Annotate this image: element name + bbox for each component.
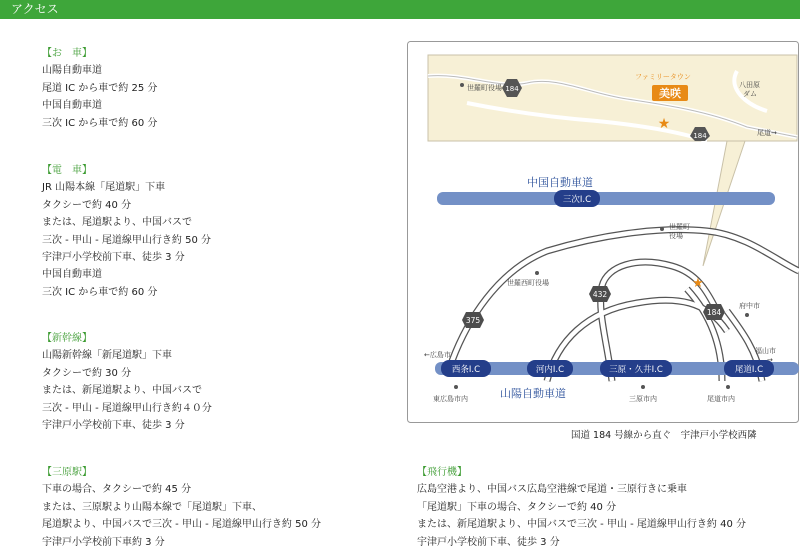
higashihiroshima-marker	[454, 385, 458, 389]
section-title: 【新幹線】	[42, 333, 92, 344]
sera-office-label-2: 役場	[669, 232, 683, 240]
access-line: JR 山陽本線「尾道駅」下車	[42, 182, 166, 194]
mihara-city-label: 三原市内	[629, 395, 657, 403]
access-shinkansen	[42, 330, 212, 434]
access-line: 三次 IC から車で約 60 分	[42, 117, 158, 129]
location-star-icon: ★	[692, 276, 704, 291]
access-line: タクシーで約 40 分	[42, 199, 132, 211]
map-inset	[428, 55, 797, 141]
access-line: 宇津戸小学校前下車約 3 分	[42, 536, 165, 548]
sera-office-marker	[660, 227, 664, 231]
onomichi-city-marker	[726, 385, 730, 389]
access-line: 下車の場合、タクシーで約 45 分	[42, 484, 192, 496]
svg-text:西条I.C: 西条I.C	[451, 365, 481, 375]
svg-text:三原・久井I.C: 三原・久井I.C	[609, 365, 663, 375]
destination-big: 美咲	[659, 87, 681, 100]
route-184-shield	[703, 304, 725, 320]
ic-saijo	[441, 360, 491, 377]
chugoku-expressway	[437, 192, 775, 205]
access-car	[42, 45, 157, 132]
access-line: タクシーで約 30 分	[42, 367, 132, 379]
map-caption: 国道 184 号線から直ぐ 宇津戸小学校西隣	[571, 430, 757, 441]
access-line: 中国自動車道	[42, 100, 102, 112]
section-header	[0, 0, 800, 19]
seranishi-office-label: 世羅西町役場	[507, 279, 549, 287]
fuchu-label: 府中市	[739, 302, 760, 310]
access-plane	[417, 464, 746, 551]
section-title: 【お 車】	[42, 48, 92, 59]
access-line: 広島空港より、中国バス広島空港線で尾道・三原行きに乗車	[417, 484, 687, 496]
inset-road-label: 世羅町役場	[467, 84, 502, 92]
route-number: 184	[505, 85, 519, 93]
sera-office-label-1: 世羅町	[669, 223, 690, 231]
access-line: 中国自動車道	[42, 269, 102, 281]
route-number: 184	[693, 132, 707, 140]
svg-text:三次I.C: 三次I.C	[562, 195, 592, 205]
access-line: 宇津戸小学校前下車、徒歩 3 分	[417, 536, 560, 548]
chugoku-label: 中国自動車道	[527, 176, 593, 189]
access-line: 「尾道駅」下車の場合、タクシーで約 40 分	[417, 501, 617, 513]
access-line: 山陽自動車道	[42, 65, 102, 77]
section-title: 【三原駅】	[42, 467, 92, 478]
ic-miyoshi	[554, 190, 600, 207]
ic-mihara-kui	[600, 360, 672, 377]
fukuyama-label-2: →	[767, 356, 773, 364]
access-line: 尾道駅より、中国バスで三次 - 甲山 - 尾道線甲山行き約 50 分	[42, 519, 322, 531]
svg-text:河内I.C: 河内I.C	[535, 365, 565, 375]
access-line: または、尾道駅より、中国バスで	[42, 217, 192, 229]
header-title: アクセス	[11, 2, 59, 16]
ic-kochi	[527, 360, 573, 377]
section-title: 【電 車】	[42, 165, 92, 176]
access-line: または、三原駅より山陽本線で「尾道駅」下車、	[42, 501, 262, 513]
destination-star-icon: ★	[657, 116, 671, 132]
svg-text:432: 432	[592, 290, 608, 299]
route-432-shield	[589, 286, 611, 302]
access-line: 宇津戸小学校前下車、徒歩 3 分	[42, 420, 185, 432]
access-line: 山陽新幹線「新尾道駅」下車	[42, 350, 172, 362]
fukuyama-label-1: 福山市	[755, 347, 776, 355]
access-line: 三次 IC から車で約 60 分	[42, 286, 158, 298]
access-line: 三次 - 甲山 - 尾道線甲山行き約４０分	[42, 402, 212, 414]
svg-text:184: 184	[706, 308, 722, 317]
sanyo-label: 山陽自動車道	[500, 387, 566, 400]
dam-label-line1: 八田原	[739, 81, 760, 89]
fuchu-marker	[745, 313, 749, 317]
higashihiroshima-label: 東広島市内	[433, 395, 468, 403]
onomichi-city-label: 尾道市内	[707, 395, 735, 403]
mihara-city-marker	[641, 385, 645, 389]
destination-small: ファミリータウン	[635, 73, 691, 81]
access-line: または、新尾道駅より、中国バスで三次 - 甲山 - 尾道線甲山行き約 40 分	[417, 519, 747, 531]
hiroshima-label: ←広島市	[424, 351, 451, 359]
access-line: または、新尾道駅より、中国バスで	[42, 385, 202, 397]
dam-label-line2: ダム	[743, 90, 757, 98]
section-title: 【飛行機】	[417, 467, 467, 478]
svg-text:375: 375	[465, 316, 481, 325]
access-line: 宇津戸小学校前下車、徒歩 3 分	[42, 252, 185, 264]
access-train	[42, 162, 211, 301]
access-line: 尾道 IC から車で約 25 分	[42, 82, 158, 94]
access-mihara	[42, 464, 321, 551]
svg-text:尾道I.C: 尾道I.C	[734, 365, 764, 375]
seranishi-office-marker	[535, 271, 539, 275]
onomichi-arrow-label: 尾道→	[757, 129, 777, 137]
office-marker	[460, 83, 464, 87]
route-375-shield	[462, 312, 484, 328]
access-map	[407, 41, 799, 423]
access-line: 三次 - 甲山 - 尾道線甲山行き約 50 分	[42, 234, 212, 246]
